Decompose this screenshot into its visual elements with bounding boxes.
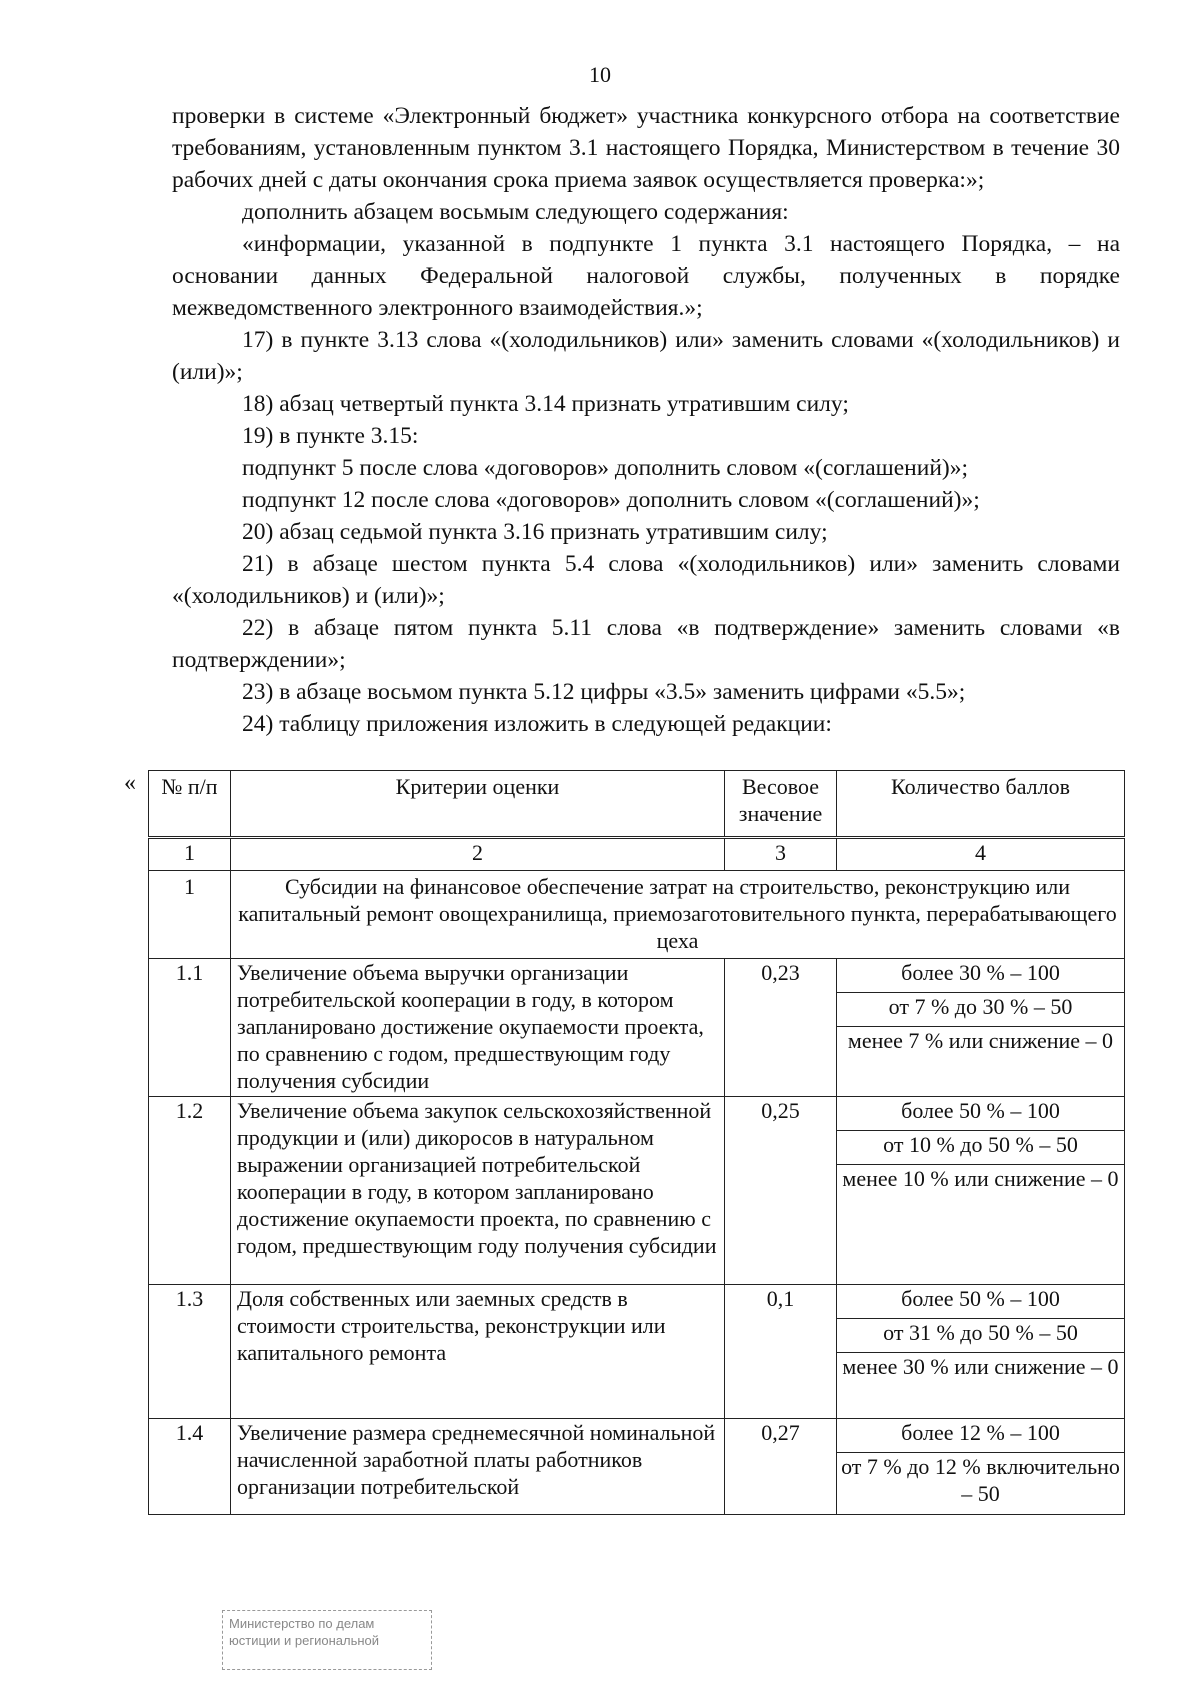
criterion-text: Доля собственных или заемных средств в стоимости строительства, реконструкции или капитального ремонта	[231, 1285, 725, 1419]
header-scores: Количество баллов	[837, 771, 1125, 837]
stamp-line: Министерство по делам	[229, 1616, 375, 1631]
score-cell: менее 10 % или снижение – 0	[837, 1165, 1125, 1285]
column-number: 2	[231, 839, 725, 871]
paragraph: 21) в абзаце шестом пункта 5.4 слова «(холодильников) или» заменить словами «(холодильников) и (или)»;	[172, 551, 1120, 609]
paragraph: 18) абзац четвертый пункта 3.14 признать утратившим силу;	[242, 391, 849, 417]
score-cell: от 10 % до 50 % – 50	[837, 1131, 1125, 1165]
table-header	[148, 770, 1125, 837]
paragraph: проверки в системе «Электронный бюджет» участника конкурсного отбора на соответствие требованиям, установленным пунктом 3.1 настоящего Порядка, Министерством в течение 30 рабочих дней с даты окончания срока приема заявок осуществляется проверка:»;	[172, 103, 1120, 193]
row-number: 1.1	[149, 959, 231, 1097]
row-number: 1.3	[149, 1285, 231, 1419]
score-cell: более 30 % – 100	[837, 959, 1125, 993]
registration-stamp	[222, 1610, 432, 1670]
score-cell: от 31 % до 50 % – 50	[837, 1319, 1125, 1353]
paragraph: «информации, указанной в подпункте 1 пункта 3.1 настоящего Порядка, – на основании данных Федеральной налоговой службы, полученных в порядке межведомственного электронного взаимодействия.»;	[172, 231, 1120, 321]
paragraph: 24) таблицу приложения изложить в следующей редакции:	[242, 711, 832, 737]
weight-value: 0,1	[725, 1285, 837, 1419]
row-number: 1.4	[149, 1419, 231, 1515]
weight-value: 0,23	[725, 959, 837, 1097]
weight-value: 0,25	[725, 1097, 837, 1285]
header-criteria: Критерии оценки	[231, 771, 725, 837]
criterion-text: Увеличение объема закупок сельскохозяйственной продукции и (или) дикоросов в натуральном выражении организацией потребительской кооперации в году, в котором запланировано достижение окупаемости проекта, по сравнению с годом, предшествующим году получения субсидии	[231, 1097, 725, 1285]
row-number: 1.2	[149, 1097, 231, 1285]
column-number: 1	[149, 839, 231, 871]
criteria-table	[148, 838, 1125, 1515]
criterion-text: Увеличение размера среднемесячной номинальной начисленной заработной платы работников организации потребительской	[231, 1419, 725, 1515]
paragraph: 17) в пункте 3.13 слова «(холодильников) или» заменить словами «(холодильников) и (или)»;	[172, 327, 1120, 385]
score-cell: более 50 % – 100	[837, 1097, 1125, 1131]
column-number: 3	[725, 839, 837, 871]
score-cell: менее 30 % или снижение – 0	[837, 1353, 1125, 1419]
column-number: 4	[837, 839, 1125, 871]
header-number: № п/п	[149, 771, 231, 837]
paragraph: 19) в пункте 3.15:	[242, 423, 419, 449]
stamp-line: юстиции и региональной	[229, 1633, 380, 1648]
paragraph: 22) в абзаце пятом пункта 5.11 слова «в подтверждение» заменить словами «в подтверждении»;	[172, 615, 1120, 673]
score-cell: от 7 % до 12 % включительно – 50	[837, 1453, 1125, 1515]
paragraph: 20) абзац седьмой пункта 3.16 признать утратившим силу;	[242, 519, 828, 545]
score-cell: от 7 % до 30 % – 50	[837, 993, 1125, 1027]
paragraph: подпункт 5 после слова «договоров» дополнить словом «(соглашений)»;	[242, 455, 968, 481]
score-cell: менее 7 % или снижение – 0	[837, 1027, 1125, 1097]
page-number: 10	[589, 62, 611, 87]
body-text	[172, 100, 1120, 740]
weight-value: 0,27	[725, 1419, 837, 1515]
section-title: Субсидии на финансовое обеспечение затрат на строительство, реконструкцию или капитальный ремонт овощехранилища, приемозаготовительного пункта, перерабатывающего цеха	[231, 871, 1125, 959]
opening-quote: «	[124, 770, 136, 796]
criterion-text: Увеличение объема выручки организации потребительской кооперации в году, в котором запланировано достижение окупаемости проекта, по сравнению с годом, предшествующим году получения субсидии	[231, 959, 725, 1097]
score-cell: более 50 % – 100	[837, 1285, 1125, 1319]
score-cell: более 12 % – 100	[837, 1419, 1125, 1453]
paragraph: дополнить абзацем восьмым следующего содержания:	[242, 199, 789, 225]
section-number: 1	[149, 871, 231, 959]
paragraph: подпункт 12 после слова «договоров» дополнить словом «(соглашений)»;	[242, 487, 980, 513]
paragraph: 23) в абзаце восьмом пункта 5.12 цифры «3.5» заменить цифрами «5.5»;	[242, 679, 966, 705]
header-weight: Весовое значение	[725, 771, 837, 837]
